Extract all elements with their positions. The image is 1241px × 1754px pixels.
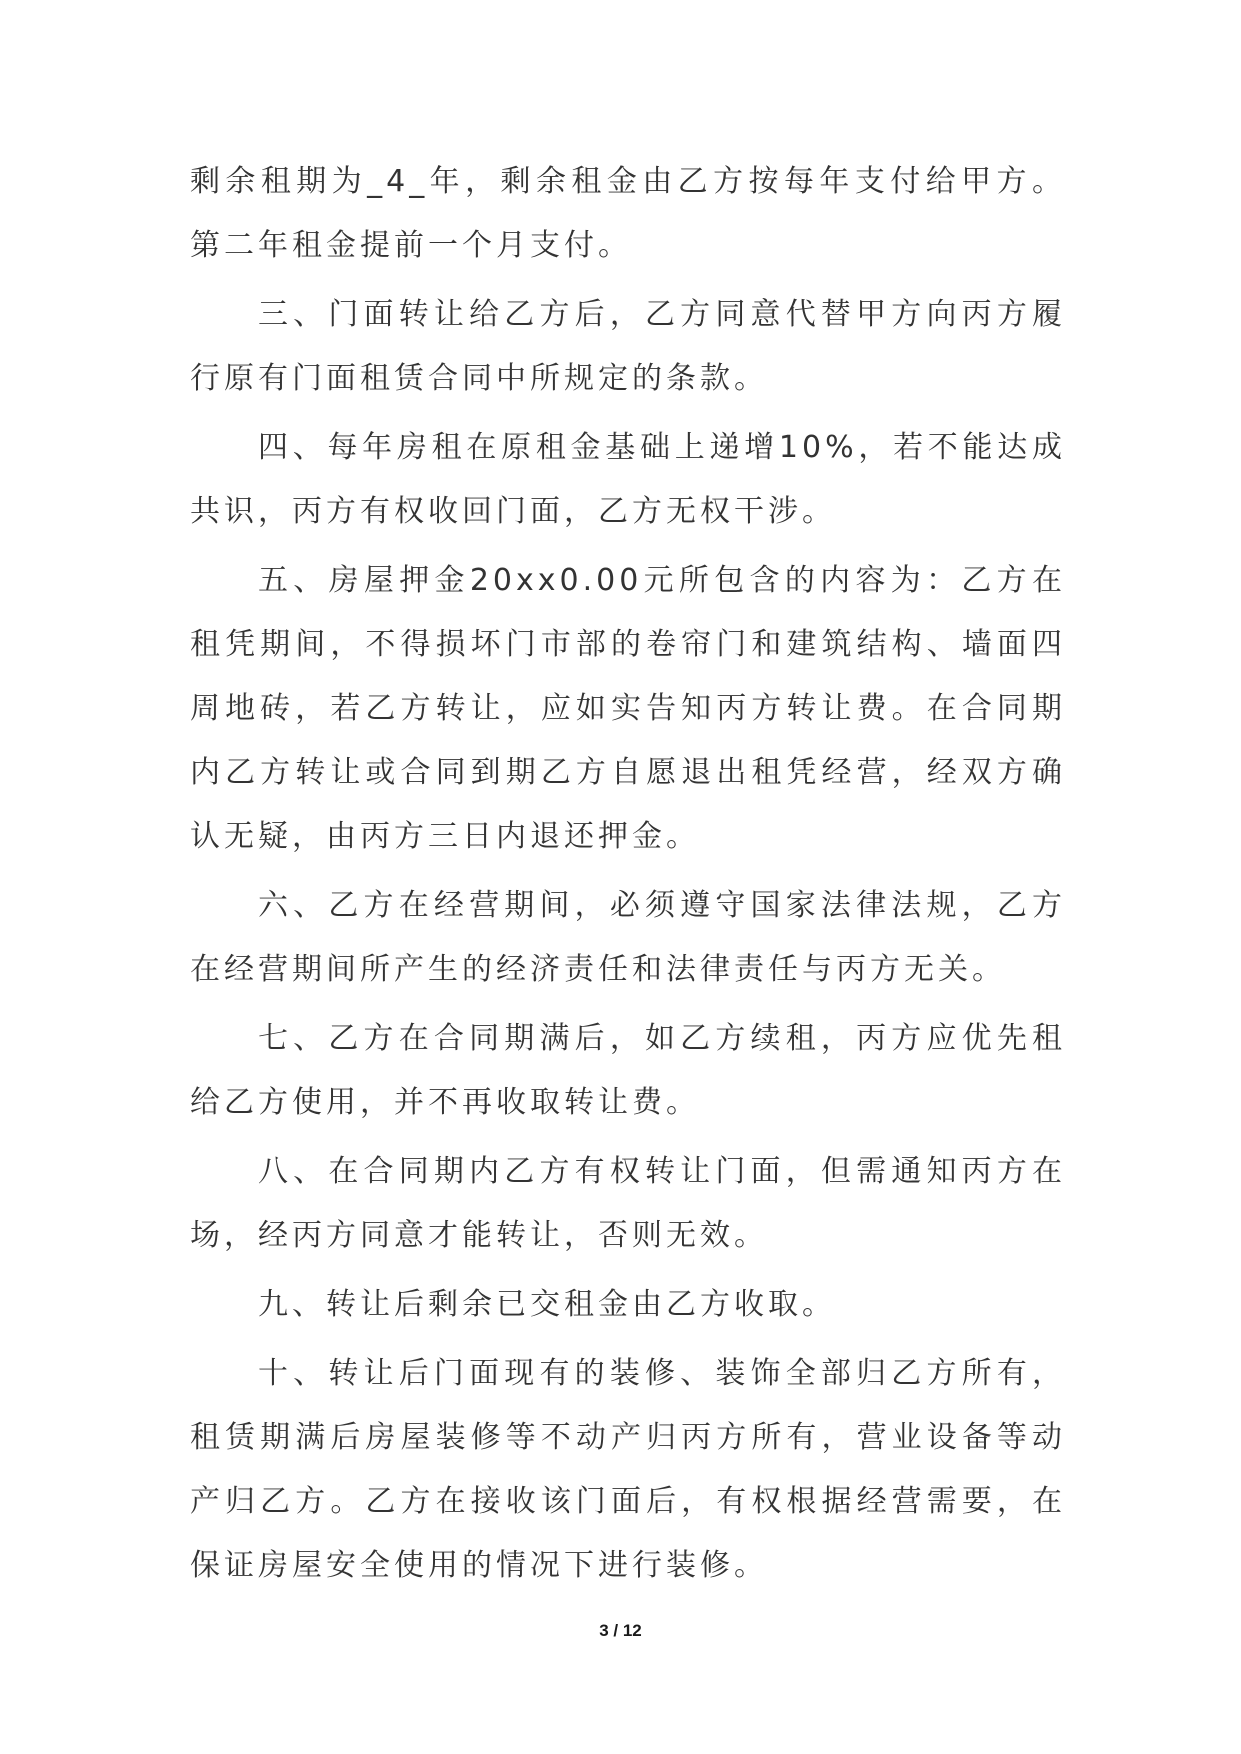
paragraph-clause-9: 九、转让后剩余已交租金由乙方收取。: [258, 1287, 836, 1322]
paragraph-remaining-term: 剩余租期为_4_年，剩余租金由乙方按每年支付给甲方。第二年租金提前一个月支付。: [190, 164, 1066, 263]
paragraph-clause-3: 三、门面转让给乙方后，乙方同意代替甲方向丙方履行原有门面租赁合同中所规定的条款。: [190, 297, 1066, 396]
document-body: [190, 150, 1066, 1603]
paragraph-clause-10: 十、转让后门面现有的装修、装饰全部归乙方所有，租赁期满后房屋装修等不动产归丙方所有，营业设备等动产归乙方。乙方在接收该门面后，有权根据经营需要，在保证房屋安全使用的情况下进行装修。: [190, 1356, 1066, 1583]
paragraph-clause-5: 五、房屋押金20xx0.00元所包含的内容为：乙方在租凭期间，不得损坏门市部的卷帘门和建筑结构、墙面四周地砖，若乙方转让，应如实告知丙方转让费。在合同期内乙方转让或合同到期乙方自愿退出租凭经营，经双方确认无疑，由丙方三日内退还押金。: [190, 563, 1066, 854]
page-number: 3 / 12: [599, 1621, 642, 1640]
paragraph-clause-4: 四、每年房租在原租金基础上递增10%，若不能达成共识，丙方有权收回门面，乙方无权干涉。: [190, 430, 1066, 529]
paragraph-clause-6: 六、乙方在经营期间，必须遵守国家法律法规，乙方在经营期间所产生的经济责任和法律责任与丙方无关。: [190, 888, 1066, 987]
paragraph-clause-8: 八、在合同期内乙方有权转让门面，但需通知丙方在场，经丙方同意才能转让，否则无效。: [190, 1154, 1066, 1253]
paragraph-clause-7: 七、乙方在合同期满后，如乙方续租，丙方应优先租给乙方使用，并不再收取转让费。: [190, 1021, 1066, 1120]
